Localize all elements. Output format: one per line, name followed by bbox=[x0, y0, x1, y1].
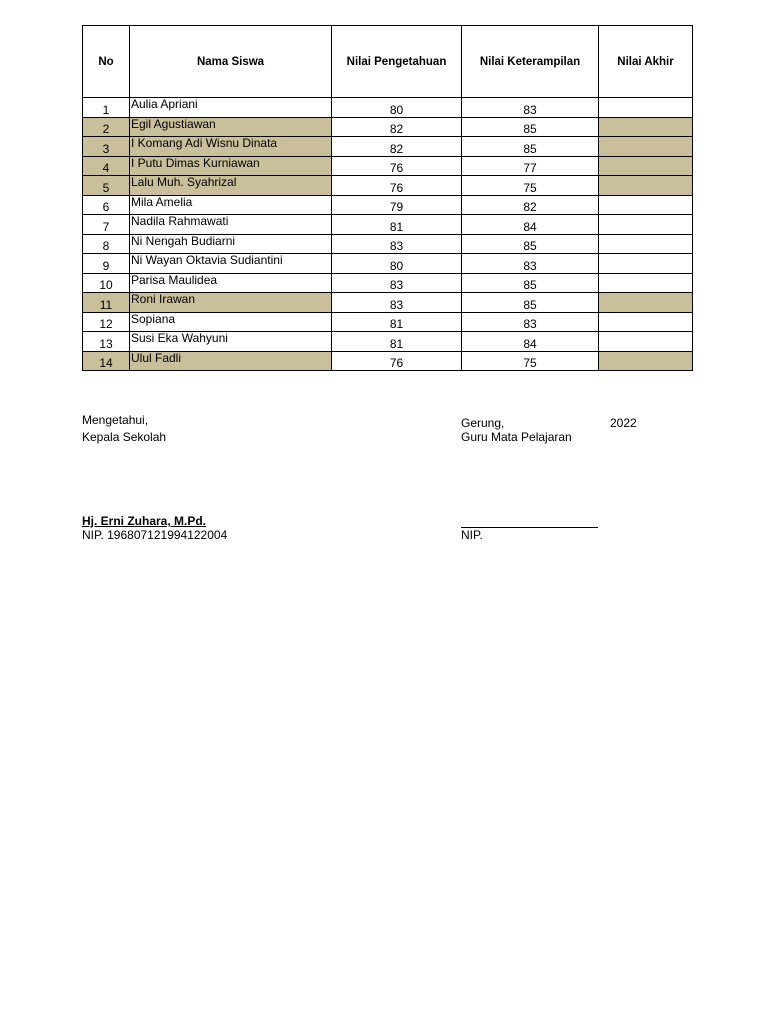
cell-knowledge: 83 bbox=[332, 273, 462, 293]
principal-name: Hj. Erni Zuhara, M.Pd. bbox=[82, 514, 207, 528]
cell-name: Ni Wayan Oktavia Sudiantini bbox=[130, 254, 332, 274]
table-row bbox=[83, 273, 693, 293]
cell-no: 10 bbox=[83, 273, 130, 293]
cell-no: 13 bbox=[83, 332, 130, 352]
cell-final bbox=[599, 351, 693, 371]
cell-knowledge: 82 bbox=[332, 137, 462, 157]
table-row bbox=[83, 195, 693, 215]
cell-name: I Komang Adi Wisnu Dinata bbox=[130, 137, 332, 157]
cell-name: I Putu Dimas Kurniawan bbox=[130, 156, 332, 176]
cell-knowledge: 76 bbox=[332, 176, 462, 196]
cell-skill: 85 bbox=[462, 117, 599, 137]
cell-no: 3 bbox=[83, 137, 130, 157]
cell-knowledge: 76 bbox=[332, 156, 462, 176]
table-row bbox=[83, 332, 693, 352]
header-knowledge: Nilai Pengetahuan bbox=[332, 26, 462, 98]
cell-skill: 83 bbox=[462, 254, 599, 274]
header-skill: Nilai Keterampilan bbox=[462, 26, 599, 98]
table-row bbox=[83, 293, 693, 313]
cell-final bbox=[599, 312, 693, 332]
cell-final bbox=[599, 195, 693, 215]
principal-nip: NIP. 196807121994122004 bbox=[82, 528, 228, 542]
cell-knowledge: 76 bbox=[332, 351, 462, 371]
cell-knowledge: 83 bbox=[332, 234, 462, 254]
cell-skill: 84 bbox=[462, 215, 599, 235]
cell-name: Parisa Maulidea bbox=[130, 273, 332, 293]
cell-final bbox=[599, 98, 693, 118]
grades-table bbox=[82, 25, 693, 371]
cell-no: 9 bbox=[83, 254, 130, 274]
cell-skill: 75 bbox=[462, 176, 599, 196]
cell-final bbox=[599, 273, 693, 293]
cell-final bbox=[599, 234, 693, 254]
cell-knowledge: 83 bbox=[332, 293, 462, 313]
teacher-nip: NIP. bbox=[461, 528, 483, 542]
cell-final bbox=[599, 254, 693, 274]
cell-final bbox=[599, 137, 693, 157]
cell-name: Sopiana bbox=[130, 312, 332, 332]
cell-name: Ni Nengah Budiarni bbox=[130, 234, 332, 254]
principal-position: Kepala Sekolah bbox=[82, 430, 167, 444]
acknowledged-label: Mengetahui, bbox=[82, 413, 149, 427]
header-name: Nama Siswa bbox=[130, 26, 332, 98]
cell-no: 14 bbox=[83, 351, 130, 371]
cell-no: 2 bbox=[83, 117, 130, 137]
cell-final bbox=[599, 156, 693, 176]
table-row bbox=[83, 254, 693, 274]
cell-no: 11 bbox=[83, 293, 130, 313]
cell-final bbox=[599, 215, 693, 235]
cell-final bbox=[599, 293, 693, 313]
cell-skill: 83 bbox=[462, 98, 599, 118]
cell-skill: 83 bbox=[462, 312, 599, 332]
cell-name: Egil Agustiawan bbox=[130, 117, 332, 137]
cell-no: 7 bbox=[83, 215, 130, 235]
cell-knowledge: 79 bbox=[332, 195, 462, 215]
place-label: Gerung, bbox=[461, 416, 505, 430]
cell-no: 12 bbox=[83, 312, 130, 332]
cell-final bbox=[599, 117, 693, 137]
cell-skill: 85 bbox=[462, 293, 599, 313]
cell-name: Aulia Apriani bbox=[130, 98, 332, 118]
cell-knowledge: 80 bbox=[332, 98, 462, 118]
cell-final bbox=[599, 332, 693, 352]
cell-skill: 77 bbox=[462, 156, 599, 176]
header-no: No bbox=[83, 26, 130, 98]
cell-knowledge: 81 bbox=[332, 332, 462, 352]
cell-skill: 85 bbox=[462, 137, 599, 157]
table-row bbox=[83, 215, 693, 235]
table-row bbox=[83, 98, 693, 118]
cell-skill: 84 bbox=[462, 332, 599, 352]
cell-no: 1 bbox=[83, 98, 130, 118]
cell-no: 4 bbox=[83, 156, 130, 176]
cell-skill: 75 bbox=[462, 351, 599, 371]
cell-name: Susi Eka Wahyuni bbox=[130, 332, 332, 352]
table-header bbox=[83, 26, 693, 98]
cell-knowledge: 80 bbox=[332, 254, 462, 274]
cell-no: 5 bbox=[83, 176, 130, 196]
cell-name: Lalu Muh. Syahrizal bbox=[130, 176, 332, 196]
cell-knowledge: 82 bbox=[332, 117, 462, 137]
year-label: 2022 bbox=[610, 416, 637, 430]
cell-final bbox=[599, 176, 693, 196]
table-row bbox=[83, 351, 693, 371]
cell-no: 6 bbox=[83, 195, 130, 215]
cell-knowledge: 81 bbox=[332, 215, 462, 235]
table-row bbox=[83, 117, 693, 137]
cell-name: Roni Irawan bbox=[130, 293, 332, 313]
header-final: Nilai Akhir bbox=[599, 26, 693, 98]
table-row bbox=[83, 234, 693, 254]
cell-skill: 82 bbox=[462, 195, 599, 215]
table-row bbox=[83, 137, 693, 157]
cell-no: 8 bbox=[83, 234, 130, 254]
cell-name: Mila Amelia bbox=[130, 195, 332, 215]
table-row bbox=[83, 176, 693, 196]
cell-skill: 85 bbox=[462, 273, 599, 293]
cell-name: Nadila Rahmawati bbox=[130, 215, 332, 235]
table-body bbox=[83, 98, 693, 371]
table-row bbox=[83, 312, 693, 332]
header-row bbox=[83, 26, 693, 98]
cell-name: Ulul Fadli bbox=[130, 351, 332, 371]
teacher-position: Guru Mata Pelajaran bbox=[461, 430, 572, 444]
cell-knowledge: 81 bbox=[332, 312, 462, 332]
cell-skill: 85 bbox=[462, 234, 599, 254]
table-row bbox=[83, 156, 693, 176]
